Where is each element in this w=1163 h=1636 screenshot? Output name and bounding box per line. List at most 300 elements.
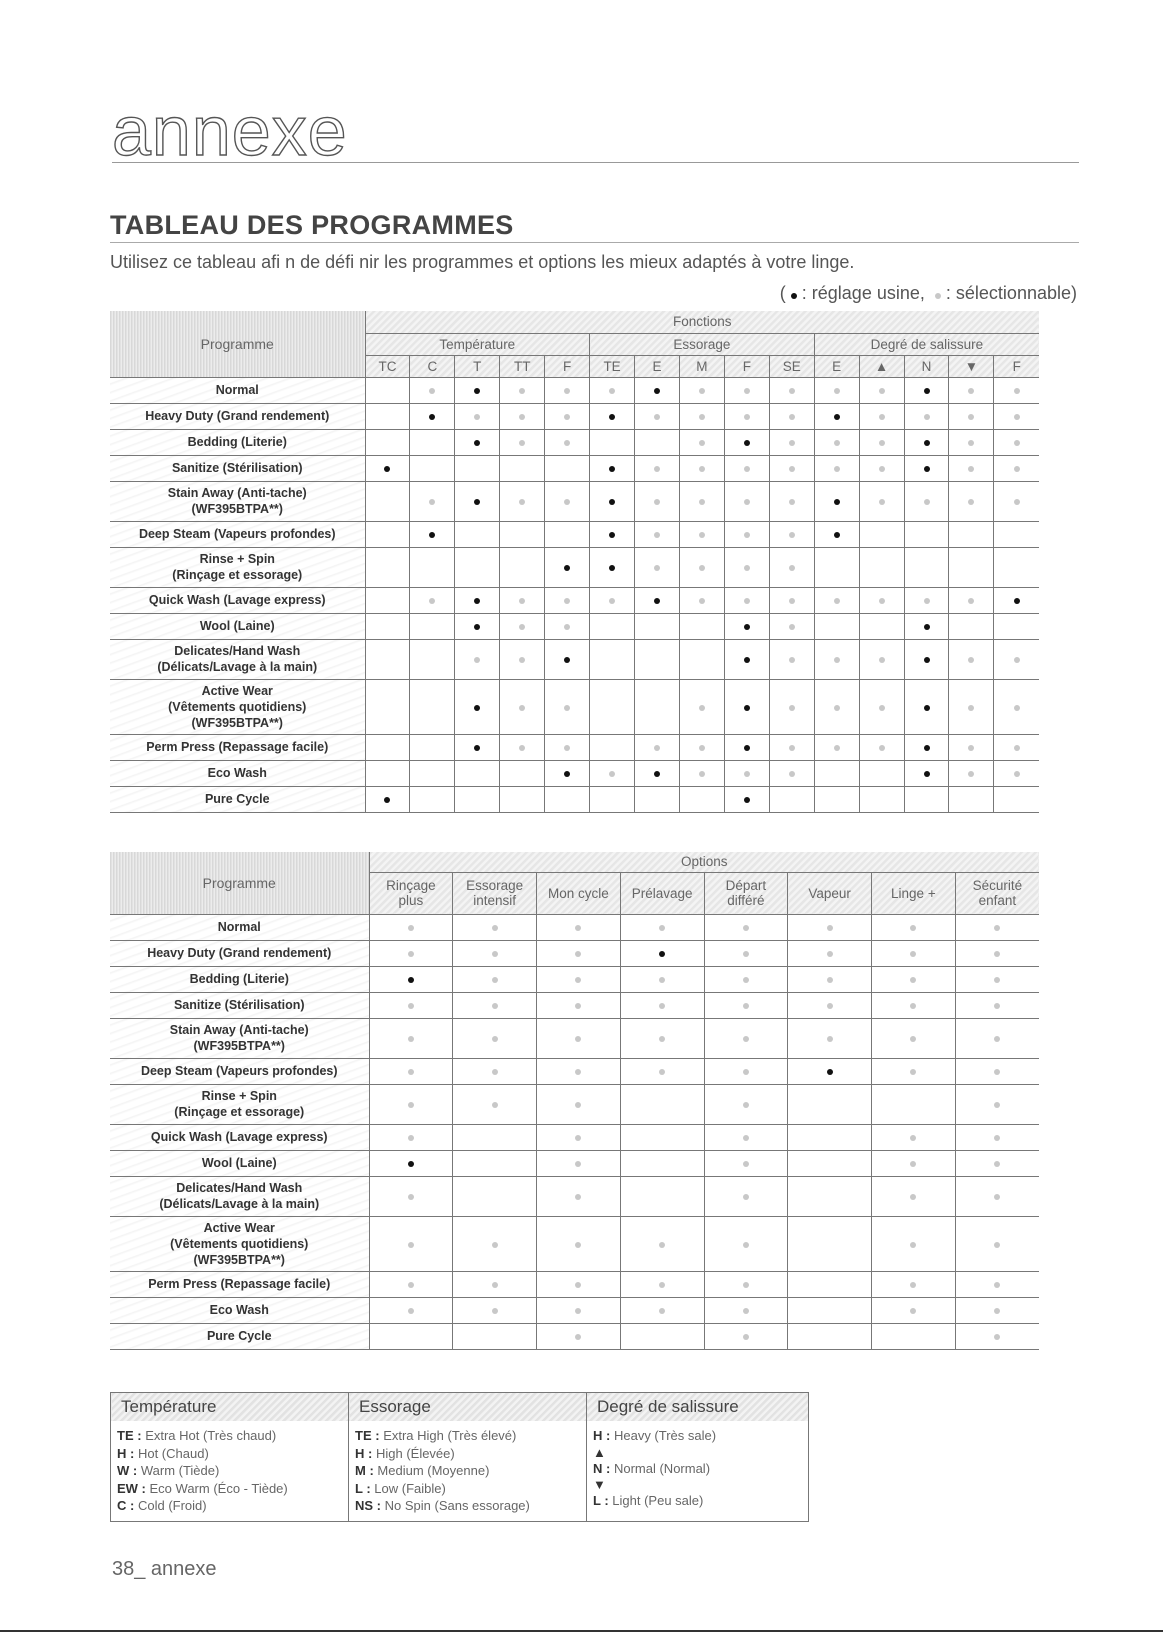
option-cell <box>859 455 904 481</box>
selectable-dot-icon <box>575 1194 581 1200</box>
selectable-dot-icon <box>575 951 581 957</box>
selectable-dot-icon <box>1014 771 1020 777</box>
option-cell <box>704 1150 788 1176</box>
legend-text: Eco Warm (Éco - Tiède) <box>149 1480 288 1496</box>
option-cell <box>620 940 704 966</box>
table-row <box>110 734 1039 760</box>
option-cell <box>590 521 635 547</box>
default-dot-icon <box>744 797 750 803</box>
option-cell <box>369 966 453 992</box>
footer-rule <box>0 1630 1163 1632</box>
selectable-dot-icon <box>575 1242 581 1248</box>
default-dot-icon <box>609 414 615 420</box>
programme-name <box>110 1124 369 1150</box>
selectable-dot-icon <box>575 1003 581 1009</box>
option-cell <box>369 1124 453 1150</box>
selectable-dot-icon <box>789 466 795 472</box>
option-cell <box>410 786 455 812</box>
option-cell <box>635 429 680 455</box>
option-cell <box>955 1150 1039 1176</box>
legend-text: Extra High (Très élevé) <box>383 1428 517 1443</box>
option-header <box>620 872 704 914</box>
option-cell <box>955 914 1039 940</box>
option-cell <box>453 1323 537 1349</box>
selectable-dot-icon <box>827 1003 833 1009</box>
legend-heavy: H : Heavy (Très sale) <box>593 1428 717 1443</box>
selectable-dot-icon <box>744 532 750 538</box>
option-cell <box>994 734 1039 760</box>
option-cell <box>679 639 724 679</box>
option-cell <box>455 481 500 521</box>
legend-code: M : <box>355 1463 374 1478</box>
option-cell <box>635 521 680 547</box>
programme-name-line: Perm Press (Repassage facile) <box>148 1277 331 1291</box>
option-cell <box>724 679 769 734</box>
table-row <box>110 1176 1039 1216</box>
programme-name <box>110 547 365 587</box>
option-cell <box>500 679 545 734</box>
option-cell <box>537 1297 621 1323</box>
programme-name <box>110 639 365 679</box>
option-header-line: Rinçage <box>386 878 436 893</box>
legend-item <box>117 1445 342 1463</box>
option-cell <box>455 377 500 403</box>
table-row <box>110 786 1039 812</box>
option-cell <box>904 403 949 429</box>
option-cell <box>904 481 949 521</box>
selectable-dot-icon <box>968 440 974 446</box>
programme-name <box>110 521 365 547</box>
table-row <box>110 403 1039 429</box>
option-cell <box>500 403 545 429</box>
default-dot-icon <box>429 532 435 538</box>
option-cell <box>620 992 704 1018</box>
programme-name-line: Quick Wash (Lavage express) <box>150 1130 328 1144</box>
selectable-dot-icon <box>408 1135 414 1141</box>
selectable-dot-icon <box>910 1161 916 1167</box>
option-cell <box>724 377 769 403</box>
option-cell <box>545 587 590 613</box>
selectable-dot-icon <box>575 1282 581 1288</box>
default-dot-icon <box>1014 598 1020 604</box>
legend-temperature-title: Température <box>111 1393 349 1422</box>
option-cell <box>620 966 704 992</box>
selectable-dot-icon <box>744 388 750 394</box>
selectable-dot-icon <box>1014 657 1020 663</box>
selectable-dot-icon <box>654 565 660 571</box>
default-dot-icon <box>384 466 390 472</box>
programme-name <box>110 1297 369 1323</box>
table-row <box>110 521 1039 547</box>
selectable-dot-icon <box>994 1003 1000 1009</box>
selectable-dot-icon <box>968 771 974 777</box>
option-cell <box>365 429 410 455</box>
selectable-dot-icon <box>743 951 749 957</box>
option-cell <box>955 992 1039 1018</box>
selectable-dot-icon <box>654 466 660 472</box>
option-cell <box>635 547 680 587</box>
option-cell <box>769 403 814 429</box>
option-cell <box>955 1018 1039 1058</box>
option-cell <box>814 734 859 760</box>
option-cell <box>994 481 1039 521</box>
option-cell <box>500 455 545 481</box>
selectable-dot-icon <box>609 388 615 394</box>
programme-name-line: (Vêtements quotidiens) <box>170 1236 309 1251</box>
selectable-dot-icon <box>994 925 1000 931</box>
option-cell <box>453 1124 537 1150</box>
option-cell <box>704 1084 788 1124</box>
legend-code: W : <box>117 1463 138 1478</box>
option-cell <box>545 679 590 734</box>
default-dot-icon <box>429 414 435 420</box>
option-cell <box>994 429 1039 455</box>
option-cell <box>679 547 724 587</box>
selectable-dot-icon <box>1014 705 1020 711</box>
programme-name-line: Deep Steam (Vapeurs profondes) <box>140 1064 338 1078</box>
intro-text: Utilisez ce tableau afi n de défi nir les programmes et options les mieux adaptés à votre linge. <box>110 252 855 272</box>
table-row <box>110 1018 1039 1058</box>
table-row <box>110 587 1039 613</box>
option-cell <box>872 1271 956 1297</box>
option-cell <box>859 679 904 734</box>
default-dot-icon <box>564 657 570 663</box>
option-cell <box>453 1271 537 1297</box>
option-cell <box>955 1216 1039 1271</box>
option-cell <box>949 547 994 587</box>
default-dot-icon <box>834 499 840 505</box>
programme-name-line: Stain Away (Anti-tache) <box>169 1023 309 1037</box>
option-cell <box>955 940 1039 966</box>
selectable-dot-icon <box>994 1135 1000 1141</box>
default-dot-icon <box>924 705 930 711</box>
programme-name-line: (WF395BTPA**) <box>193 1252 285 1267</box>
table-row <box>110 679 1039 734</box>
legend-box <box>110 1392 809 1522</box>
option-cell <box>590 455 635 481</box>
option-cell <box>545 455 590 481</box>
programme-name <box>110 679 365 734</box>
option-cell <box>814 455 859 481</box>
default-dot-icon <box>474 745 480 751</box>
option-cell <box>620 1176 704 1216</box>
selectable-dot-icon <box>429 598 435 604</box>
option-cell <box>410 547 455 587</box>
programme-name-line: Normal <box>215 383 259 397</box>
option-header <box>955 872 1039 914</box>
option-cell <box>872 1216 956 1271</box>
chapter-rule <box>112 162 1079 163</box>
selectable-dot-icon <box>968 466 974 472</box>
option-cell <box>410 429 455 455</box>
option-cell <box>949 679 994 734</box>
selectable-dot-icon <box>789 771 795 777</box>
option-cell <box>453 1297 537 1323</box>
sub-header: TT <box>500 355 545 377</box>
option-cell <box>904 679 949 734</box>
option-cell <box>904 547 949 587</box>
option-header-line: enfant <box>978 893 1017 908</box>
option-cell <box>620 914 704 940</box>
option-cell <box>872 1084 956 1124</box>
option-cell <box>590 547 635 587</box>
legend-text: Medium (Moyenne) <box>377 1463 490 1478</box>
legend-code: NS : <box>355 1498 381 1513</box>
option-cell <box>545 521 590 547</box>
option-cell <box>904 639 949 679</box>
option-cell <box>679 760 724 786</box>
programme-name-line: Bedding (Literie) <box>187 435 287 449</box>
selectable-dot-icon <box>789 657 795 663</box>
legend-code: C : <box>117 1498 135 1513</box>
selectable-dot-icon <box>789 705 795 711</box>
legend-normal: N : Normal (Normal) <box>593 1460 711 1476</box>
selectable-dot-icon <box>492 951 498 957</box>
option-cell <box>365 734 410 760</box>
selectable-dot-icon <box>994 1161 1000 1167</box>
option-cell <box>590 403 635 429</box>
option-cell <box>704 1323 788 1349</box>
option-cell <box>704 1058 788 1084</box>
option-cell <box>537 914 621 940</box>
option-cell <box>872 1150 956 1176</box>
programme-name-line: Heavy Duty (Grand rendement) <box>145 409 330 423</box>
option-cell <box>859 429 904 455</box>
legend-light: L : Light (Peu sale) <box>593 1493 704 1508</box>
page-footer: 38_ annexe <box>112 1558 217 1580</box>
selectable-dot-icon <box>575 1308 581 1314</box>
selectable-dot-icon <box>429 388 435 394</box>
option-cell <box>872 1058 956 1084</box>
option-cell <box>814 377 859 403</box>
selectable-dot-icon <box>834 745 840 751</box>
programme-name-line: Pure Cycle <box>204 792 270 806</box>
option-cell <box>769 639 814 679</box>
table-row <box>110 1058 1039 1084</box>
programme-name <box>110 914 369 940</box>
selectable-dot-icon <box>879 414 885 420</box>
option-cell <box>453 1176 537 1216</box>
option-cell <box>537 1018 621 1058</box>
option-cell <box>904 377 949 403</box>
option-cell <box>537 1124 621 1150</box>
selectable-dot-icon <box>789 565 795 571</box>
sub-header: ▼ <box>949 355 994 377</box>
option-cell <box>369 914 453 940</box>
option-cell <box>635 734 680 760</box>
option-cell <box>590 377 635 403</box>
default-dot-icon <box>834 414 840 420</box>
default-dot-icon <box>791 293 797 299</box>
selectable-dot-icon <box>575 925 581 931</box>
option-cell <box>904 455 949 481</box>
selectable-dot-icon <box>659 1036 665 1042</box>
table-row <box>110 914 1039 940</box>
programme-header-2: Programme <box>110 852 369 914</box>
option-cell <box>994 760 1039 786</box>
selectable-dot-icon <box>408 1102 414 1108</box>
option-cell <box>410 679 455 734</box>
option-cell <box>814 786 859 812</box>
fonctions-header: Fonctions <box>365 311 1039 333</box>
option-cell <box>369 1058 453 1084</box>
selectable-dot-icon <box>564 598 570 604</box>
legend-text: Low (Faible) <box>374 1480 446 1496</box>
option-header <box>872 872 956 914</box>
selectable-dot-icon <box>879 705 885 711</box>
selectable-dot-icon <box>789 440 795 446</box>
option-cell <box>704 966 788 992</box>
selectable-dot-icon <box>474 657 480 663</box>
option-cell <box>904 786 949 812</box>
option-cell <box>635 481 680 521</box>
default-dot-icon <box>924 440 930 446</box>
selectable-dot-icon <box>564 745 570 751</box>
selectable-dot-icon <box>1014 499 1020 505</box>
selectable-dot-icon <box>994 1036 1000 1042</box>
option-cell <box>769 734 814 760</box>
programme-name <box>110 1150 369 1176</box>
option-cell <box>410 481 455 521</box>
option-cell <box>410 377 455 403</box>
option-cell <box>365 679 410 734</box>
option-cell <box>814 679 859 734</box>
selectable-dot-icon <box>879 745 885 751</box>
selectable-dot-icon <box>743 1135 749 1141</box>
option-cell <box>814 639 859 679</box>
table-row <box>110 1150 1039 1176</box>
table-row <box>110 992 1039 1018</box>
selectable-dot-icon <box>492 977 498 983</box>
table-row <box>110 639 1039 679</box>
option-cell <box>769 587 814 613</box>
option-cell <box>365 481 410 521</box>
selectable-dot-icon <box>659 1242 665 1248</box>
option-cell <box>453 992 537 1018</box>
selectable-dot-icon <box>492 1282 498 1288</box>
programme-name <box>110 455 365 481</box>
option-cell <box>545 377 590 403</box>
selectable-dot-icon <box>519 440 525 446</box>
option-cell <box>788 1124 872 1150</box>
selectable-dot-icon <box>699 532 705 538</box>
option-cell <box>365 639 410 679</box>
selectable-dot-icon <box>743 1003 749 1009</box>
option-cell <box>369 1176 453 1216</box>
option-cell <box>453 966 537 992</box>
option-cell <box>724 521 769 547</box>
option-cell <box>769 786 814 812</box>
option-cell <box>455 521 500 547</box>
option-cell <box>620 1271 704 1297</box>
option-cell <box>545 734 590 760</box>
option-cell <box>369 992 453 1018</box>
programme-name <box>110 966 369 992</box>
legend-text: Extra Hot (Très chaud) <box>145 1428 277 1443</box>
option-cell <box>955 966 1039 992</box>
option-cell <box>994 587 1039 613</box>
programme-name-line: Wool (Laine) <box>199 619 275 633</box>
selectable-dot-icon <box>699 745 705 751</box>
table-row <box>110 1216 1039 1271</box>
options-header: Options <box>369 852 1039 872</box>
option-cell <box>620 1018 704 1058</box>
programme-name-line: Heavy Duty (Grand rendement) <box>147 946 332 960</box>
programme-name <box>110 1058 369 1084</box>
option-cell <box>537 1271 621 1297</box>
option-cell <box>369 1323 453 1349</box>
selectable-dot-icon <box>699 466 705 472</box>
default-dot-icon <box>924 657 930 663</box>
programme-name-line: Sanitize (Stérilisation) <box>173 998 305 1012</box>
option-cell <box>859 760 904 786</box>
option-cell <box>545 547 590 587</box>
default-dot-icon <box>924 466 930 472</box>
option-header-line: Prélavage <box>631 885 693 901</box>
option-cell <box>724 639 769 679</box>
option-cell <box>679 613 724 639</box>
default-dot-icon <box>744 624 750 630</box>
programme-name <box>110 587 365 613</box>
selectable-dot-icon <box>408 1036 414 1042</box>
selectable-dot-icon <box>910 1036 916 1042</box>
option-cell <box>455 429 500 455</box>
option-cell <box>635 639 680 679</box>
default-dot-icon <box>474 499 480 505</box>
selectable-dot-icon <box>910 1282 916 1288</box>
default-dot-icon <box>827 1069 833 1075</box>
selectable-dot-icon <box>743 1308 749 1314</box>
sub-header: E <box>635 355 680 377</box>
option-cell <box>635 455 680 481</box>
option-cell <box>679 587 724 613</box>
programme-name-line: (Vêtements quotidiens) <box>168 699 307 714</box>
selectable-dot-icon <box>968 388 974 394</box>
legend-item <box>117 1462 342 1480</box>
option-cell <box>369 1297 453 1323</box>
option-cell <box>814 547 859 587</box>
option-cell <box>410 734 455 760</box>
option-cell <box>994 377 1039 403</box>
programme-name <box>110 992 369 1018</box>
option-cell <box>859 734 904 760</box>
selectable-dot-icon <box>879 657 885 663</box>
option-cell <box>994 639 1039 679</box>
selectable-dot-icon <box>994 977 1000 983</box>
selectable-dot-icon <box>408 1069 414 1075</box>
selectable-dot-icon <box>743 977 749 983</box>
selectable-dot-icon <box>564 499 570 505</box>
programme-name-line: (WF395BTPA**) <box>191 715 283 730</box>
option-cell <box>859 481 904 521</box>
option-cell <box>455 613 500 639</box>
option-cell <box>904 521 949 547</box>
selectable-dot-icon <box>789 414 795 420</box>
option-cell <box>500 613 545 639</box>
option-cell <box>679 481 724 521</box>
programme-name-line: Active Wear <box>203 1220 275 1235</box>
option-cell <box>500 587 545 613</box>
default-dot-icon <box>609 565 615 571</box>
programme-name <box>110 1018 369 1058</box>
selectable-dot-icon <box>879 440 885 446</box>
table-row <box>110 481 1039 521</box>
option-cell <box>704 940 788 966</box>
programme-name-line: (Rinçage et essorage) <box>172 568 303 582</box>
option-cell <box>955 1124 1039 1150</box>
legend-item <box>355 1427 580 1445</box>
selectable-dot-icon <box>743 1282 749 1288</box>
